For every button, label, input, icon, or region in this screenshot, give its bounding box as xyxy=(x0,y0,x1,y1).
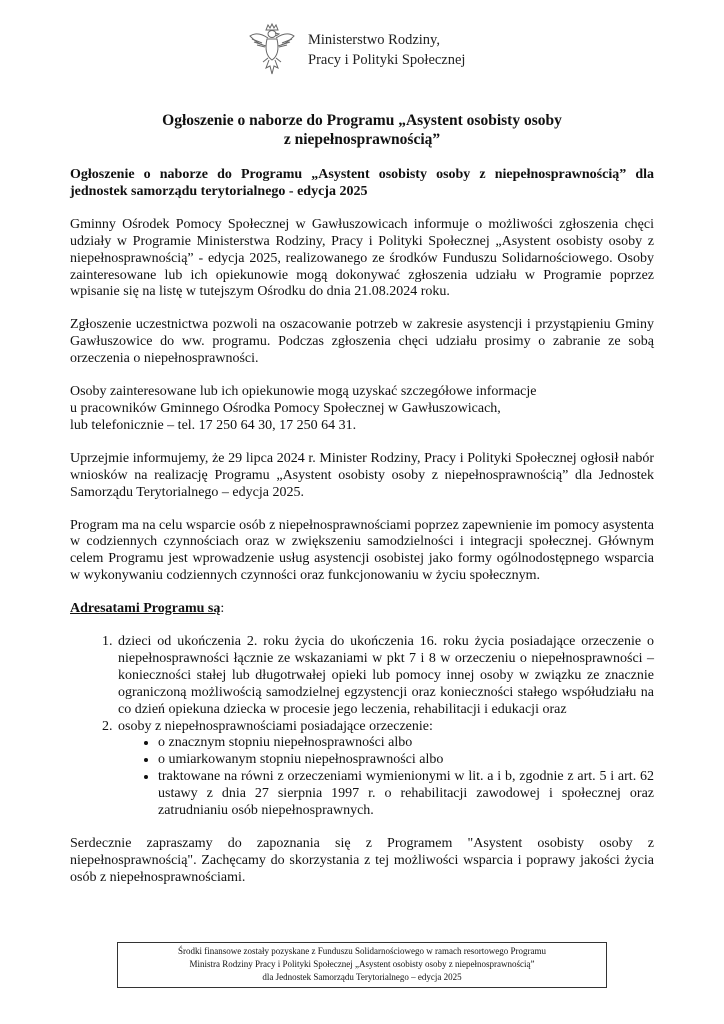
list-item xyxy=(116,634,654,719)
list-item: • o znacznym stopniu niepełnosprawności albo xyxy=(158,735,654,752)
ministry-name-line2: Pracy i Polityki Społecznej xyxy=(308,52,466,68)
certificate-types-list xyxy=(118,735,654,820)
addressees-label: Adresatami Programu są xyxy=(70,601,221,617)
contact-line3: lub telefonicznie – tel. 17 250 64 30, 17 250 64 31. xyxy=(70,417,357,433)
contact-line2: u pracowników Gminnego Ośrodka Pomocy Społecznej w Gawłuszowicach, xyxy=(70,400,501,416)
addressee-children: dzieci od ukończenia 2. roku życia do ukończenia 16. roku życia posiadające orzeczenie o niepełnosprawności łącznie ze wskazaniami w pkt 7 i 8 w orzeczeniu o niepełnosprawności – konieczności stałej lub długotrwałej opieki lub pomocy innej osoby w związku ze znacznie ograniczoną możliwością samodzielnej egzystencji oraz konieczności stałego współudziału na co dzień opiekuna dziecka w procesie jego leczenia, rehabilitacji i edukacji oraz xyxy=(118,634,654,717)
addressees-heading xyxy=(70,601,654,618)
addressees-colon: : xyxy=(220,601,225,617)
ministry-header xyxy=(248,22,465,78)
footer-line2: Ministra Rodziny Pracy i Polityki Społecznej „Asystent osobisty osoby z niepełnosprawnością” xyxy=(189,959,535,969)
addressee-adults: osoby z niepełnosprawnościami posiadające orzeczenie: xyxy=(118,718,433,734)
page-title xyxy=(60,111,664,149)
announcement-subtitle: Ogłoszenie o naborze do Programu „Asystent osobisty osoby z niepełnosprawnością” dla jednostek samorządu terytorialnego - edycja 2025 xyxy=(70,167,654,199)
footer-line1: Środki finansowe zostały pozyskane z Funduszu Solidarnościowego w ramach resortowego Programu xyxy=(178,946,546,956)
funding-footer xyxy=(117,942,607,988)
list-item: • o umiarkowanym stopniu niepełnosprawności albo xyxy=(158,752,654,769)
ministry-name xyxy=(308,30,465,70)
paragraph-announcement: Uprzejmie informujemy, że 29 lipca 2024 r. Minister Rodziny, Pracy i Polityki Społecznej ogłosił nabór wniosków na realizację Programu „Asystent osobisty osoby z niepełnosprawnością” dla Jednostek Samorządu Terytorialnego – edycja 2025. xyxy=(70,450,654,500)
page-title-line1: Ogłoszenie o naborze do Programu „Asystent osobisty osoby xyxy=(162,112,562,129)
paragraph-contact xyxy=(70,384,654,435)
paragraph-registration: Zgłoszenie uczestnictwa pozwoli na oszacowanie potrzeb w zakresie asystencji i przystąpieniu Gminy Gawłuszowice do ww. programu. Podczas zgłoszenia chęci udziału prosimy o zabranie ze sobą orzeczenia o niepełnosprawności. xyxy=(70,317,654,367)
announcement-body xyxy=(70,167,654,903)
paragraph-closing: Serdecznie zapraszamy do zapoznania się z Programem "Asystent osobisty osoby z niepełnosprawnością". Zachęcamy do skorzystania z tej możliwości wsparcia i poprawy jakości życia osób z niepełnosprawnościami. xyxy=(70,836,654,885)
footer-line3: dla Jednostek Samorządu Terytorialnego – edycja 2025 xyxy=(262,972,462,982)
ministry-name-line1: Ministerstwo Rodziny, xyxy=(308,32,440,48)
page-title-line2: z niepełnosprawnością” xyxy=(283,131,441,148)
addressees-list xyxy=(70,634,654,820)
paragraph-info: Gminny Ośrodek Pomocy Społecznej w Gawłuszowicach informuje o możliwości zgłoszenia chęci udziały w Programie Ministerstwa Rodziny, Pracy i Polityki Społecznej „Asystent osobisty osoby z niepełnosprawnością” - edycja 2025, realizowanego ze środków Funduszu Solidarnościowego. Osoby zainteresowane lub ich opiekunowie mogą dokonywać zgłoszenia udziału w Programie poprzez wpisanie się na listę w tutejszym Ośrodku do dnia 21.08.2024 roku. xyxy=(70,216,654,300)
list-item xyxy=(116,719,654,820)
list-item: • traktowane na równi z orzeczeniami wymienionymi w lit. a i b, zgodnie z art. 5 i art. 62 ustawy z dnia 27 sierpnia 1997 r. o rehabilitacji zawodowej i społecznej oraz zatrudnianiu osób niepełnosprawnych. xyxy=(158,769,654,820)
contact-line1: Osoby zainteresowane lub ich opiekunowie mogą uzyskać szczegółowe informacje xyxy=(70,384,537,400)
paragraph-program-goal: Program ma na celu wsparcie osób z niepełnosprawnościami poprzez zapewnienie im pomocy asystenta w codziennych czynnościach oraz w zwiększeniu samodzielności i integracji społecznej. Głównym celem Programu jest wprowadzenie usług asystencji osobistej jako formy ogólnodostępnego wsparcia w wykonywaniu codziennych czynności oraz funkcjonowaniu w życiu społecznym. xyxy=(70,517,654,584)
white-eagle-emblem-icon xyxy=(248,22,296,78)
